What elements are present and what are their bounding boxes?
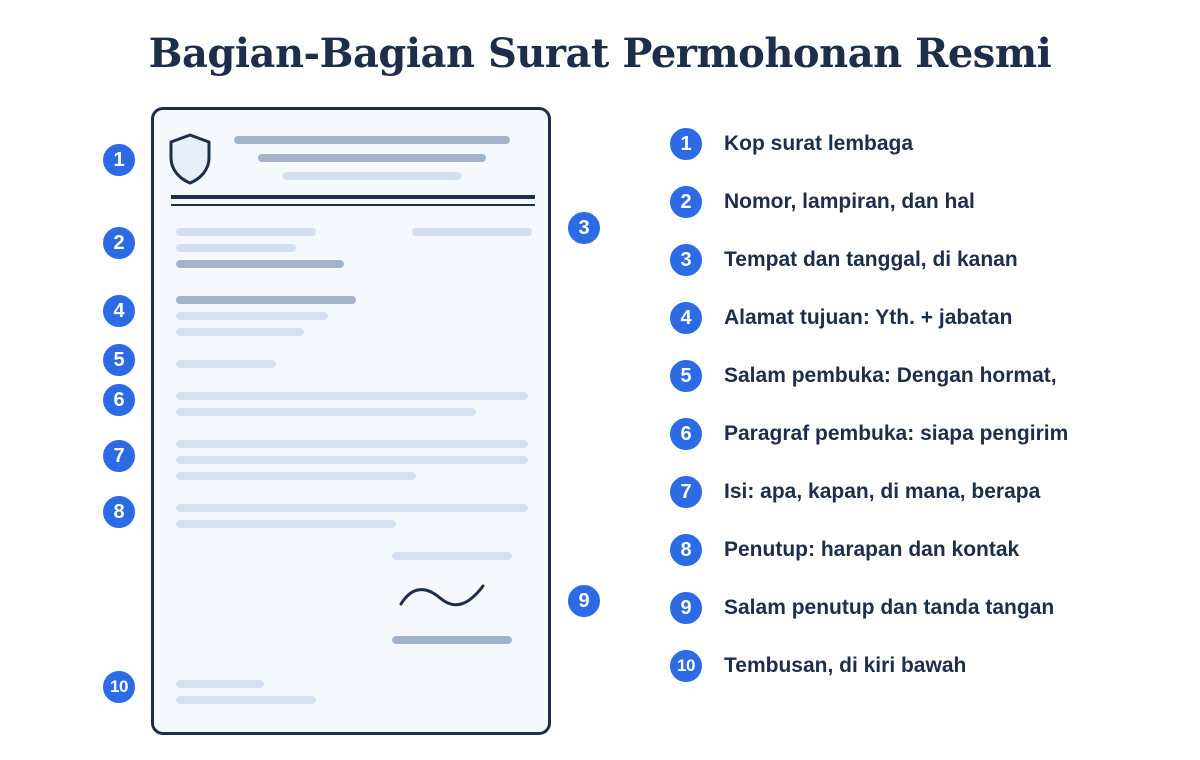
legend-number: 4: [668, 300, 704, 336]
legend-number: 10: [668, 648, 704, 684]
legend-number: 1: [668, 126, 704, 162]
legend-number: 9: [668, 590, 704, 626]
legend-text: Salam penutup dan tanda tangan: [724, 596, 1055, 619]
legend-text: Paragraf pembuka: siapa pengirim: [724, 422, 1069, 445]
legend-number: 5: [668, 358, 704, 394]
marker-9: 9: [566, 583, 602, 619]
legend-number: 7: [668, 474, 704, 510]
legend-text: Tembusan, di kiri bawah: [724, 654, 967, 677]
marker-3: 3: [566, 210, 602, 246]
cc-line: [176, 680, 264, 688]
legend-text: Nomor, lampiran, dan hal: [724, 190, 975, 213]
legend-text: Alamat tujuan: Yth. + jabatan: [724, 306, 1013, 329]
letter-subject-line: [176, 260, 344, 268]
body-line: [176, 440, 528, 448]
legend-item-10: [668, 648, 1188, 684]
marker-10: 10: [101, 669, 137, 705]
marker-4: 4: [101, 293, 137, 329]
legend-item-5: [668, 358, 1188, 394]
opening-paragraph-line: [176, 408, 476, 416]
letter-illustration: [151, 107, 551, 735]
legend-item-1: [668, 126, 1188, 162]
legend-text: Salam pembuka: Dengan hormat,: [724, 364, 1057, 387]
legend-item-6: [668, 416, 1188, 452]
place-date-line: [412, 228, 532, 236]
marker-5: 5: [101, 342, 137, 378]
letterhead-line: [234, 136, 510, 144]
legend-text: Isi: apa, kapan, di mana, berapa: [724, 480, 1041, 503]
letterhead-line: [258, 154, 486, 162]
signer-name-line: [392, 636, 512, 644]
signature-icon: [398, 578, 488, 614]
legend-item-2: [668, 184, 1188, 220]
legend-text: Penutup: harapan dan kontak: [724, 538, 1020, 561]
legend-text: Tempat dan tanggal, di kanan: [724, 248, 1018, 271]
letterhead-rule-thin: [171, 204, 535, 206]
legend-number: 8: [668, 532, 704, 568]
legend-number: 2: [668, 184, 704, 220]
body-line: [176, 472, 416, 480]
legend-number: 6: [668, 416, 704, 452]
legend-number: 3: [668, 242, 704, 278]
legend-item-7: [668, 474, 1188, 510]
legend-item-8: [668, 532, 1188, 568]
closing-salutation-line: [392, 552, 512, 560]
legend-item-4: [668, 300, 1188, 336]
recipient-line: [176, 312, 328, 320]
opening-paragraph-line: [176, 392, 528, 400]
marker-1: 1: [101, 142, 137, 178]
letter-number-line: [176, 228, 316, 236]
body-line: [176, 456, 528, 464]
marker-8: 8: [101, 494, 137, 530]
marker-2: 2: [101, 225, 137, 261]
page-title: Bagian-Bagian Surat Permohonan Resmi: [148, 30, 1052, 77]
closing-paragraph-line: [176, 504, 528, 512]
recipient-line: [176, 296, 356, 304]
marker-7: 7: [101, 438, 137, 474]
recipient-line: [176, 328, 304, 336]
letterhead-rule-thick: [171, 195, 535, 199]
legend-text: Kop surat lembaga: [724, 132, 914, 155]
letterhead-line: [282, 172, 462, 180]
legend-item-3: [668, 242, 1188, 278]
legend-item-9: [668, 590, 1188, 626]
closing-paragraph-line: [176, 520, 396, 528]
letter-attachment-line: [176, 244, 296, 252]
shield-icon: [167, 132, 213, 186]
salutation-line: [176, 360, 276, 368]
cc-line: [176, 696, 316, 704]
marker-6: 6: [101, 382, 137, 418]
